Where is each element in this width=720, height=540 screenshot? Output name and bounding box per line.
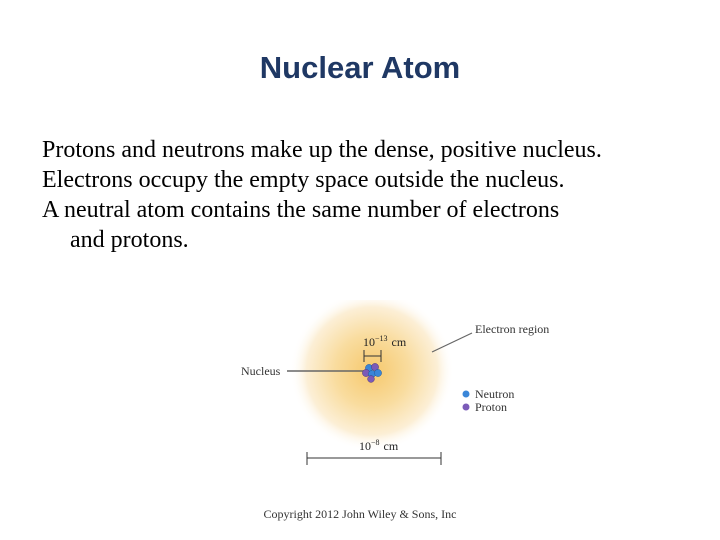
particle-legend — [463, 387, 515, 414]
atom-size-label — [359, 438, 399, 453]
bullet-neutral-atom-continued: and protons. — [70, 227, 189, 253]
copyright-notice: Copyright 2012 John Wiley & Sons, Inc — [263, 507, 457, 521]
bullet-protons-neutrons: Protons and neutrons make up the dense, positive nucleus. — [42, 137, 602, 163]
nucleus-size-exp: −13 — [375, 334, 388, 343]
atom-size-base: 10 — [359, 439, 371, 453]
nucleus-label: Nucleus — [241, 364, 281, 378]
proton-legend-label: Proton — [475, 400, 508, 414]
neutron-legend-icon — [463, 391, 470, 398]
neutron-particle — [374, 369, 381, 376]
nuclear-atom-diagram — [235, 300, 575, 470]
proton-legend-icon — [463, 404, 470, 411]
electron-region-label: Electron region — [475, 322, 550, 336]
nucleus-size-unit: cm — [391, 335, 407, 349]
bullet-list — [42, 135, 712, 255]
bullet-neutral-atom: A neutral atom contains the same number of electrons — [42, 197, 560, 223]
nucleus-size-base: 10 — [363, 335, 375, 349]
neutron-legend-label: Neutron — [475, 387, 515, 401]
proton-particle — [368, 376, 375, 383]
atom-size-unit: cm — [383, 439, 399, 453]
atom-size-exp: −8 — [371, 438, 380, 447]
slide-title: Nuclear Atom — [259, 50, 461, 85]
bullet-electrons: Electrons occupy the empty space outside the nucleus. — [42, 167, 565, 193]
